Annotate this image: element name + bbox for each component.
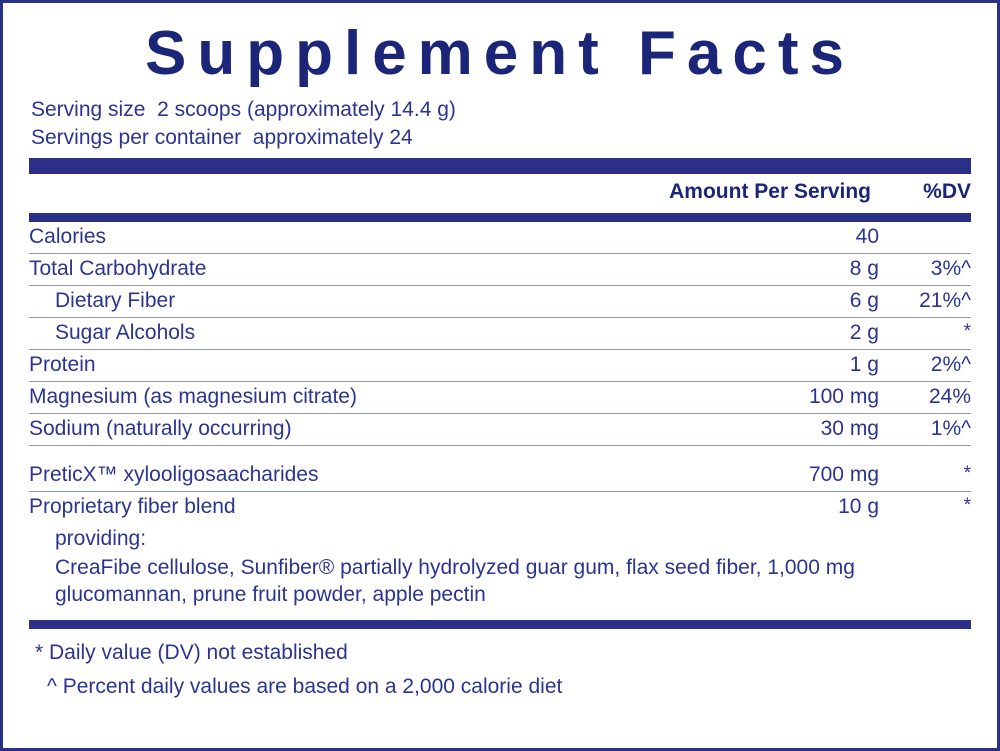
nutrient-name: Total Carbohydrate [29, 253, 619, 285]
nutrient-amount: 2 g [619, 317, 879, 349]
table-row [29, 491, 971, 523]
nutrients-table-secondary [29, 460, 971, 523]
nutrient-amount: 40 [619, 222, 879, 254]
nutrient-dv: 21%^ [879, 285, 971, 317]
nutrient-dv: 1%^ [879, 413, 971, 445]
nutrient-name: Sodium (naturally occurring) [29, 413, 619, 445]
nutrient-dv [879, 222, 971, 254]
header-percent-dv: %DV [923, 179, 971, 203]
servings-per-container-value: approximately 24 [252, 125, 413, 149]
table-row [29, 413, 971, 445]
ingredient-name: PreticX™ xylooligosaacharides [29, 460, 619, 492]
nutrient-amount: 100 mg [619, 381, 879, 413]
serving-size-value: 2 scoops (approximately 14.4 g) [157, 98, 456, 122]
nutrient-amount: 1 g [619, 349, 879, 381]
serving-info [31, 96, 971, 151]
servings-per-container-line [31, 124, 971, 152]
nutrient-name: Sugar Alcohols [29, 317, 619, 349]
nutrient-name: Protein [29, 349, 619, 381]
nutrient-dv: 2%^ [879, 349, 971, 381]
nutrient-amount: 6 g [619, 285, 879, 317]
serving-size-line [31, 96, 971, 124]
nutrient-name: Dietary Fiber [29, 285, 619, 317]
footnote-daily-value: * Daily value (DV) not established [35, 641, 348, 665]
divider-bar-header [29, 213, 971, 222]
divider-bar-top [29, 158, 971, 174]
column-header-row [29, 174, 971, 209]
blend-ingredients: CreaFibe cellulose, Sunfiber® partially hydrolyzed guar gum, flax seed fiber, 1,000 mg glucomannan, prune fruit powder, apple pectin [55, 555, 855, 607]
header-amount-per-serving: Amount Per Serving [669, 179, 871, 203]
section-gap [29, 446, 971, 460]
serving-size-label: Serving size [31, 98, 146, 122]
nutrient-amount: 8 g [619, 253, 879, 285]
nutrient-dv: 24% [879, 381, 971, 413]
ingredient-dv: * [963, 494, 971, 516]
ingredient-amount: 700 mg [619, 460, 879, 492]
table-row [29, 317, 971, 349]
nutrient-dv: * [879, 317, 971, 349]
table-row [29, 253, 971, 285]
table-row [29, 381, 971, 413]
footnotes [29, 637, 971, 702]
table-row [29, 285, 971, 317]
table-row [29, 349, 971, 381]
ingredient-name: Proprietary fiber blend [29, 494, 236, 518]
blend-providing-label: providing: [55, 526, 147, 550]
ingredient-dv: * [879, 460, 971, 492]
ingredient-amount: 10 g [838, 494, 879, 518]
nutrient-dv: 3%^ [879, 253, 971, 285]
nutrient-amount: 30 mg [619, 413, 879, 445]
divider-bar-bottom [29, 620, 971, 629]
nutrient-name: Calories [29, 222, 619, 254]
nutrient-name: Magnesium (as magnesium citrate) [29, 381, 619, 413]
nutrients-table-primary [29, 222, 971, 446]
table-row [29, 460, 971, 492]
servings-per-container-label: Servings per container [31, 125, 242, 149]
footnote-percent-daily-values: ^ Percent daily values are based on a 2,000 calorie diet [47, 674, 563, 698]
table-row [29, 222, 971, 254]
page-title: Supplement Facts [145, 19, 855, 88]
